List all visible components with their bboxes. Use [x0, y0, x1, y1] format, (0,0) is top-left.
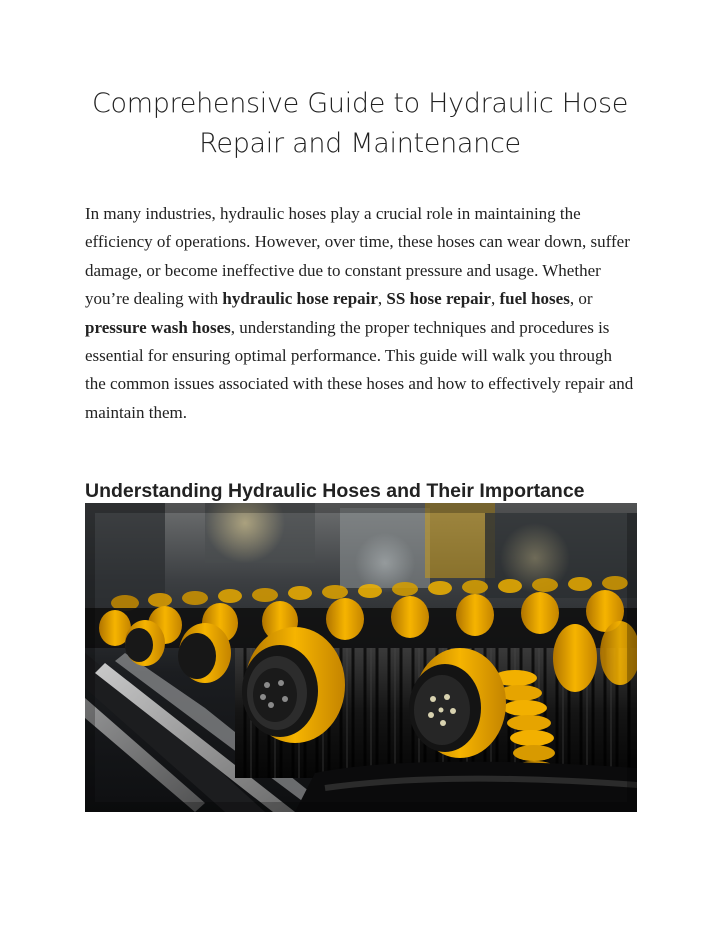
intro-paragraph — [85, 200, 637, 427]
intro-text-2: , understanding the proper techniques and procedures is essential for ensuring optimal performance. This guide will walk you through the common issues associated with these hoses and how to effectively repair and maintain them. — [85, 317, 634, 422]
keyword-hydraulic-hose-repair: hydraulic hose repair — [222, 289, 378, 309]
photo-illustration — [85, 503, 637, 812]
intro-separator-3: , or — [569, 289, 593, 309]
intro-text-1: In many industries, hydraulic hoses play a crucial role in maintaining the efficiency of operations. However, over time, these hoses can wear down, suffer damage, or become ineffective due to constant pressure and usage. Whether you’re dealing with — [85, 204, 630, 309]
keyword-pressure-wash-hoses: pressure wash hoses — [85, 317, 231, 337]
intro-separator-1: , — [377, 289, 387, 309]
section-heading: Understanding Hydraulic Hoses and Their Importance — [85, 480, 585, 502]
keyword-fuel-hoses: fuel hoses — [499, 289, 570, 309]
intro-separator-2: , — [490, 289, 500, 309]
hydraulic-hoses-photo — [85, 503, 637, 812]
page-title: Comprehensive Guide to Hydraulic Hose Repair and Maintenance — [91, 88, 629, 159]
keyword-ss-hose-repair: SS hose repair — [386, 289, 491, 309]
